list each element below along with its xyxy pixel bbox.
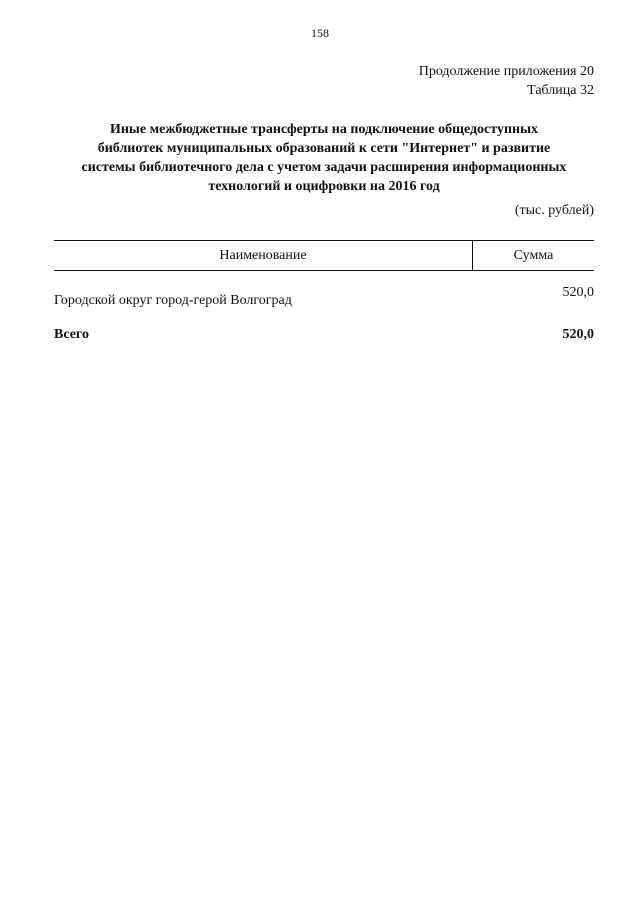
header-name: Наименование [54,241,473,270]
appendix-line: Продолжение приложения 20 [418,64,594,79]
row-name: Городской округ город-герой Волгоград [54,293,292,308]
page-number: 158 [311,26,329,40]
title-line: Иные межбюджетные трансферты на подключение общедоступных [109,122,539,137]
total-label: Всего [54,327,89,342]
table-number: Таблица 32 [527,83,594,98]
document-title [52,120,596,196]
table-header [54,240,594,271]
total-row [54,327,594,343]
total-sum: 520,0 [562,327,594,342]
header-sum: Сумма [513,247,554,263]
row-sum: 520,0 [562,285,594,300]
appendix-reference [419,62,594,100]
unit-label: (тыс. рублей) [514,203,594,218]
title-line: технологий и оцифровки на 2016 год [208,179,440,194]
title-line: системы библиотечного дела с учетом задачи расширения информационных [81,160,567,175]
title-line: библиотек муниципальных образований к сети "Интернет" и развитие [97,141,551,156]
data-table [54,240,594,343]
table-row [54,285,594,309]
